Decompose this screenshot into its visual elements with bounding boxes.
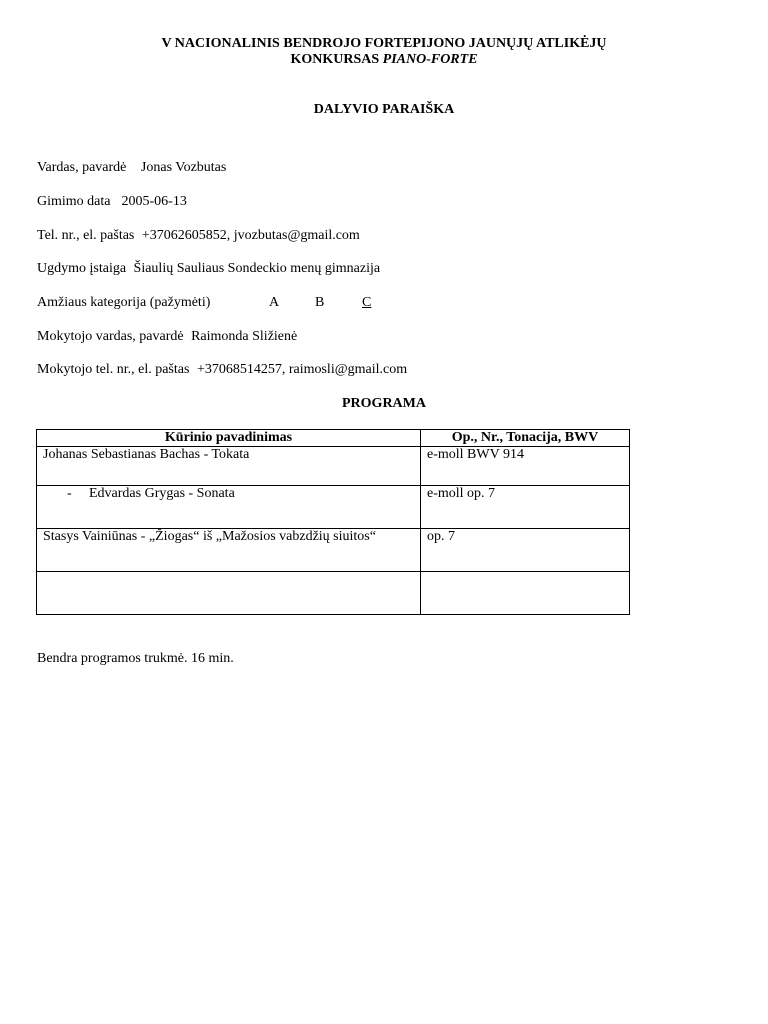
teacher-contact-value: +37068514257, raimosli@gmail.com xyxy=(196,362,408,377)
teacher-value: Raimonda Sližienė xyxy=(191,329,298,344)
program-duration: Bendra programos trukmė. 16 min. xyxy=(37,651,234,666)
age-category-label: Amžiaus kategorija (pažymėti) xyxy=(37,295,211,310)
form-title: DALYVIO PARAIŠKA xyxy=(313,102,455,117)
table-row xyxy=(37,486,630,529)
teacher-contact-label: Mokytojo tel. nr., el. paštas xyxy=(37,362,190,377)
table-row xyxy=(37,447,630,486)
contact-value: +37062605852, jvozbutas@gmail.com xyxy=(141,228,360,243)
details-cell: e-moll op. 7 xyxy=(421,486,630,529)
contest-title-italic: PIANO-FORTE xyxy=(382,52,478,67)
school-line xyxy=(37,261,380,277)
program-table xyxy=(36,429,630,615)
birth-label: Gimimo data xyxy=(37,194,111,209)
name-label: Vardas, pavardė xyxy=(37,160,127,175)
piece-text: Edvardas Grygas - Sonata xyxy=(89,486,235,501)
age-option-b[interactable]: B xyxy=(315,295,325,310)
age-option-a[interactable]: A xyxy=(269,295,280,310)
details-cell: e-moll BWV 914 xyxy=(421,447,630,486)
name-value: Jonas Vozbutas xyxy=(140,160,227,175)
piece-cell[interactable] xyxy=(37,572,421,615)
teacher-label: Mokytojo vardas, pavardė xyxy=(37,329,184,344)
school-label: Ugdymo įstaiga xyxy=(37,261,127,276)
details-cell[interactable] xyxy=(421,572,630,615)
contest-title-line2 xyxy=(0,52,768,68)
piece-cell: Johanas Sebastianas Bachas - Tokata xyxy=(37,447,421,486)
birth-line xyxy=(37,194,187,210)
teacher-contact-line xyxy=(37,362,407,378)
age-option-c-selected[interactable]: C xyxy=(362,295,372,310)
list-bullet: - xyxy=(67,486,72,501)
teacher-line xyxy=(37,329,297,345)
school-value: Šiaulių Sauliaus Sondeckio menų gimnazija xyxy=(133,261,381,276)
table-row-empty xyxy=(37,572,630,615)
contact-label: Tel. nr., el. paštas xyxy=(37,228,135,243)
piece-cell: Stasys Vainiūnas - „Žiogas“ iš „Mažosios vabzdžių siuitos“ xyxy=(37,529,421,572)
table-header-row xyxy=(37,430,630,447)
name-line xyxy=(37,160,226,176)
contest-title-prefix: KONKURSAS xyxy=(290,52,383,67)
table-row xyxy=(37,529,630,572)
age-category-line xyxy=(37,295,437,313)
header-piece: Kūrinio pavadinimas xyxy=(37,430,421,447)
piece-cell-with-bullet xyxy=(37,486,421,529)
contest-title-line1: V NACIONALINIS BENDROJO FORTEPIJONO JAUNŲJŲ ATLIKĖJŲ xyxy=(161,36,607,51)
contact-line xyxy=(37,228,360,244)
program-title: PROGRAMA xyxy=(342,396,426,411)
details-cell: op. 7 xyxy=(421,529,630,572)
header-details: Op., Nr., Tonacija, BWV xyxy=(421,430,630,447)
birth-value: 2005-06-13 xyxy=(121,194,187,209)
